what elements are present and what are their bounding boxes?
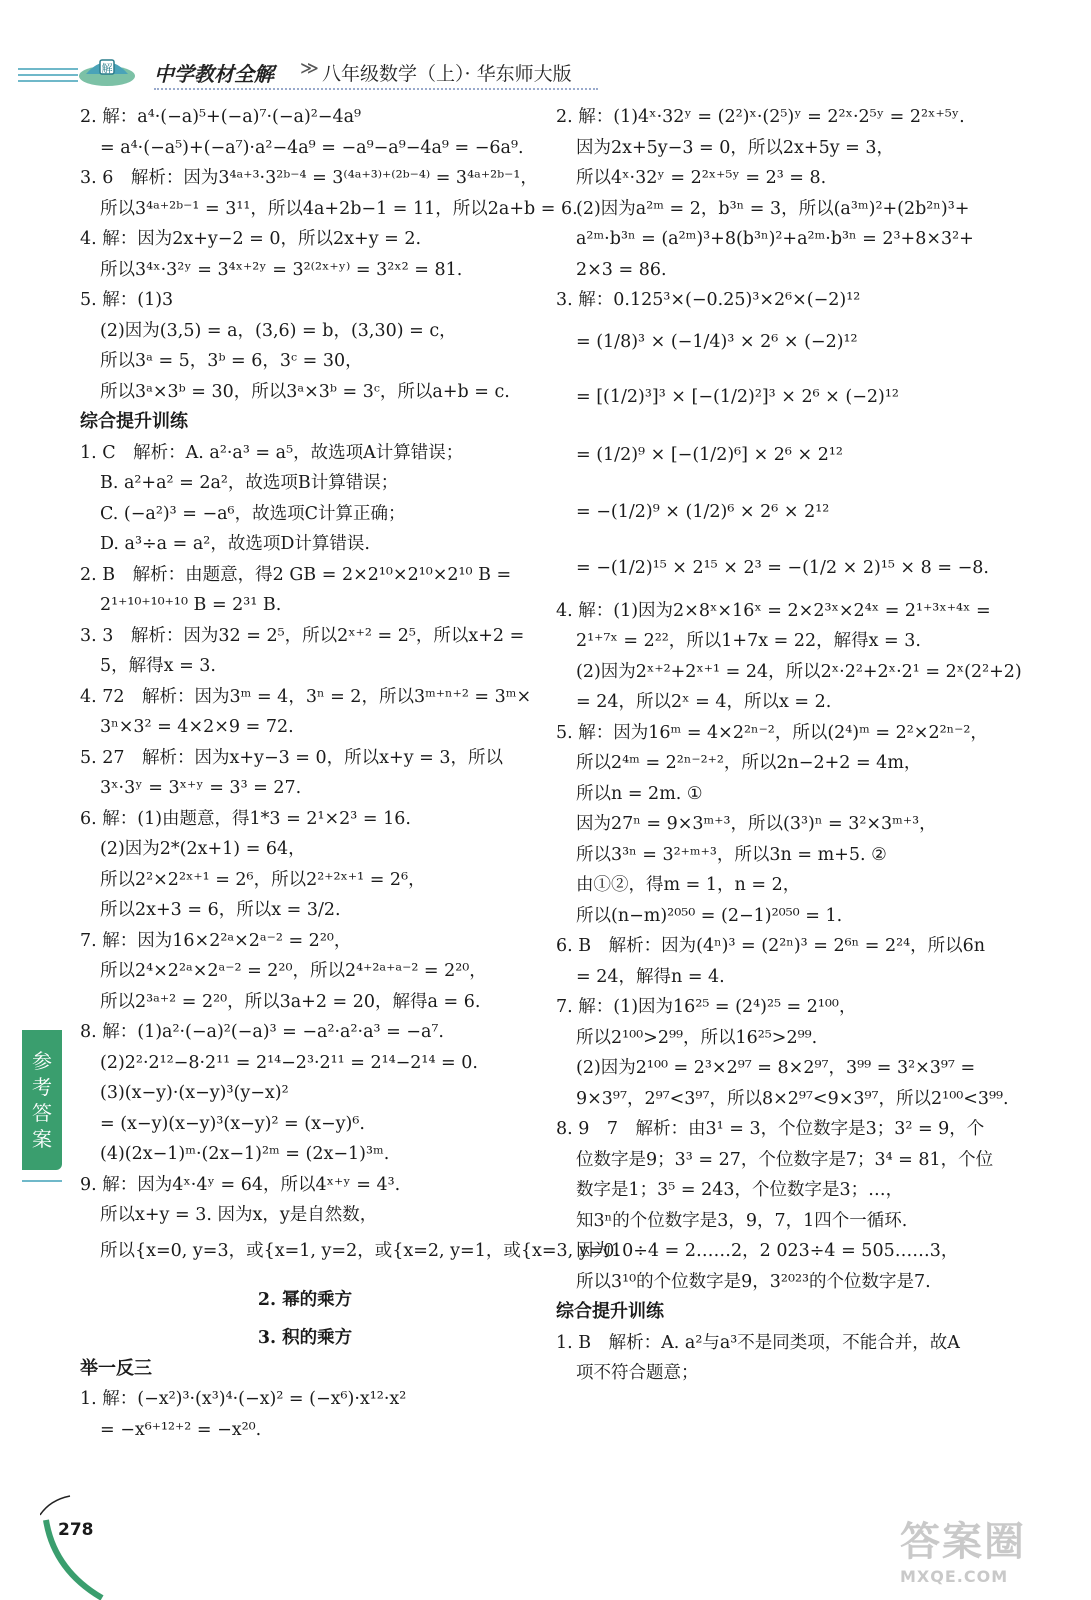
answer-line: 1. C 解析：A. a²·a³ = a⁵，故选项A计算错误； (80, 442, 464, 463)
answer-line: 6. B 解析：因为(4ⁿ)³ = (2²ⁿ)³ = 2⁶ⁿ = 2²⁴，所以6n (556, 936, 986, 956)
answer-line: = a⁴·(−a⁵)+(−a⁷)·a²−4a⁹ = −a⁹−a⁹−4a⁹ = −6a⁹. (100, 137, 524, 158)
answer-line: (2)因为2*(2x+1) = 64， (100, 839, 306, 859)
section-heading: 举一反三 (80, 1357, 152, 1379)
page-corner-decoration (40, 1490, 110, 1600)
side-divider (22, 1180, 62, 1182)
book-title: 中学教材全解 (154, 62, 274, 86)
answer-line: 7. 解：因为16×2²ᵃ×2ᵃ⁻² = 2²⁰， (80, 930, 352, 951)
answer-line: 2. B 解析：由题意，得2 GB = 2×2¹⁰×2¹⁰×2¹⁰ B = (80, 564, 512, 585)
answer-line: 所以3ᵃ×3ᵇ = 30，所以3ᵃ×3ᵇ = 3ᶜ，所以a+b = c. (100, 381, 510, 402)
answer-line: = −(1/2)⁹ × (1/2)⁶ × 2⁶ × 2¹² (576, 501, 830, 522)
answer-line: = [(1/2)³]³ × [−(1/2)²]³ × 2⁶ × (−2)¹² (576, 386, 899, 407)
section-heading: 综合提升训练 (80, 411, 188, 432)
answer-line: (2)因为(3,5) = a，(3,6) = b，(3,30) = c， (100, 320, 457, 341)
answer-line: 3ˣ·3ʸ = 3ˣ⁺ʸ = 3³ = 27. (100, 778, 302, 798)
answer-line: 所以2x+3 = 6，所以x = 3/2. (100, 900, 341, 920)
answer-line: 5. 27 解析：因为x+y−3 = 0，所以x+y = 3，所以 (80, 747, 504, 768)
answer-line: = (x−y)(x−y)³(x−y)² = (x−y)⁶. (100, 1113, 365, 1134)
answer-line: 所以(n−m)²⁰⁵⁰ = (2−1)²⁰⁵⁰ = 1. (576, 905, 843, 926)
subsection-title: 3. 积的乘方 (257, 1328, 353, 1348)
answer-line: 3. 3 解析：因为32 = 2⁵，所以2ˣ⁺² = 2⁵，所以x+2 = (80, 625, 525, 646)
answer-line: (2)因为a²ᵐ = 2，b³ⁿ = 3，所以(a³ᵐ)²+(2b²ⁿ)³+ (576, 198, 970, 219)
answer-line: (2)因为2¹⁰⁰ = 2³×2⁹⁷ = 8×2⁹⁷，3⁹⁹ = 3²×3⁹⁷ = (576, 1058, 976, 1078)
answer-line: = (1/8)³ × (−1/4)³ × 2⁶ × (−2)¹² (576, 331, 858, 352)
answer-line: 4. 72 解析：因为3ᵐ = 4，3ⁿ = 2，所以3ᵐ⁺ⁿ⁺² = 3ᵐ× (80, 686, 532, 707)
answer-line: 所以2³ᵃ⁺² = 2²⁰，所以3a+2 = 20，解得a = 6. (100, 991, 481, 1012)
answer-line: 2. 解：a⁴·(−a)⁵+(−a)⁷·(−a)²−4a⁹ (80, 107, 362, 127)
subsection-title: 2. 幂的乘方 (257, 1289, 353, 1310)
answer-line: 2¹⁺⁷ˣ = 2²²，所以1+7x = 22，解得x = 3. (576, 631, 921, 651)
answer-line: 3ⁿ×3² = 4×2×9 = 72. (100, 717, 294, 737)
page-header (0, 0, 1091, 92)
answer-line: 所以4ˣ·32ʸ = 2²ˣ⁺⁵ʸ = 2³ = 8. (576, 168, 827, 188)
answer-line: 2×3 = 86. (576, 259, 667, 280)
answer-key-side-tab (22, 1030, 62, 1170)
answer-line: 因为2x+5y−3 = 0，所以2x+5y = 3， (576, 137, 895, 158)
answer-line: = 24，所以2ˣ = 4，所以x = 2. (576, 692, 832, 712)
header-divider (154, 88, 598, 90)
answer-line: 1. B 解析：A. a²与a³不是同类项，不能合并，故A (556, 1332, 960, 1353)
answer-line: 数字是1；3⁵ = 243，个位数字是3；…， (576, 1180, 904, 1200)
watermark-url: MXQE.COM (900, 1567, 1009, 1586)
watermark-text: 答案圈 (900, 1519, 1026, 1565)
answer-line: 9. 解：因为4ˣ·4ʸ = 64，所以4ˣ⁺ʸ = 4³. (80, 1174, 401, 1195)
svg-text:解: 解 (101, 62, 113, 75)
answer-line: 所以3³ⁿ = 3²⁺ᵐ⁺³，所以3n = m+5. ② (576, 844, 887, 865)
answer-line: 8. 9 7 解析：由3¹ = 3，个位数字是3；3² = 9，个 (556, 1119, 985, 1139)
answer-line: 因为10÷4 = 2……2，2 023÷4 = 505……3， (576, 1241, 959, 1261)
answer-line: 2¹⁺¹⁰⁺¹⁰⁺¹⁰ B = 2³¹ B. (100, 595, 282, 615)
answer-line: (2)2²·2¹²−8·2¹¹ = 2¹⁴−2³·2¹¹ = 2¹⁴−2¹⁴ = 0. (100, 1052, 478, 1073)
watermark (900, 1510, 1075, 1596)
answer-line: 6. 解：(1)由题意，得1*3 = 2¹×2³ = 16. (80, 808, 411, 829)
answer-line: 所以x+y = 3. 因为x，y是自然数， (100, 1205, 378, 1225)
page-number: 278 (58, 1520, 94, 1540)
answer-line: (2)因为2ˣ⁺²+2ˣ⁺¹ = 24，所以2ˣ·2²+2ˣ·2¹ = 2ˣ(2²+2) (576, 661, 1022, 682)
answer-line: 1. 解：(−x²)³·(x³)⁴·(−x)² = (−x⁶)·x¹²·x² (80, 1389, 407, 1409)
right-column (556, 102, 1026, 1389)
answer-line: 9×3⁹⁷，2⁹⁷<3⁹⁷，所以8×2⁹⁷<9×3⁹⁷，所以2¹⁰⁰<3⁹⁹. (576, 1088, 1009, 1109)
answer-line: a²ᵐ·b³ⁿ = (a²ᵐ)³+8(b³ⁿ)²+a²ᵐ·b³ⁿ = 2³+8×3²+ (576, 229, 974, 249)
answer-line: 因为27ⁿ = 9×3ᵐ⁺³，所以(3³)ⁿ = 3²×3ᵐ⁺³， (576, 814, 937, 834)
answer-line: 所以n = 2m. ① (576, 783, 703, 804)
answer-line: 所以2⁴×2²ᵃ×2ᵃ⁻² = 2²⁰，所以2⁴⁺²ᵃ⁺ᵃ⁻² = 2²⁰， (100, 961, 487, 981)
answer-line: 7. 解：(1)因为16²⁵ = (2⁴)²⁵ = 2¹⁰⁰， (556, 997, 857, 1017)
answer-line: = −x⁶⁺¹²⁺² = −x²⁰. (100, 1419, 262, 1440)
answer-line: 所以2¹⁰⁰>2⁹⁹，所以16²⁵>2⁹⁹. (576, 1027, 818, 1048)
answer-line: = (1/2)⁹ × [−(1/2)⁶] × 2⁶ × 2¹² (576, 444, 843, 465)
answer-line: 所以2²×2²ˣ⁺¹ = 2⁶，所以2²⁺²ˣ⁺¹ = 2⁶， (100, 869, 426, 890)
header-separator: ≫ (300, 58, 319, 79)
answer-line: 所以3ᵃ = 5，3ᵇ = 6，3ᶜ = 30， (100, 351, 363, 371)
answer-line: 8. 解：(1)a²·(−a)²(−a)³ = −a²·a²·a³ = −a⁷. (80, 1022, 444, 1042)
answer-line: C. (−a²)³ = −a⁶，故选项C计算正确； (100, 503, 406, 524)
answer-line: 4. 解：因为2x+y−2 = 0，所以2x+y = 2. (80, 229, 422, 249)
book-logo-icon (76, 46, 138, 88)
answer-line: 5. 解：因为16ᵐ = 4×2²ⁿ⁻²，所以(2⁴)ᵐ = 2²×2²ⁿ⁻²， (556, 722, 988, 743)
answer-line: (4)(2x−1)ᵐ·(2x−1)²ᵐ = (2x−1)³ᵐ. (100, 1144, 390, 1164)
answer-line: 项不符合题意； (576, 1363, 699, 1383)
answer-line: 3. 6 解析：因为3⁴ᵃ⁺³·3²ᵇ⁻⁴ = 3⁽⁴ᵃ⁺³⁾⁺⁽²ᵇ⁻⁴⁾ = 3⁴ᵃ⁺²ᵇ⁻¹， (80, 168, 538, 188)
answer-line: 知3ⁿ的个位数字是3，9，7，1四个一循环. (576, 1210, 908, 1231)
answer-line: 3. 解：0.125³×(−0.25)³×2⁶×(−2)¹² (556, 290, 861, 310)
answer-line: (3)(x−y)·(x−y)³(y−x)² (100, 1083, 289, 1103)
answer-line: D. a³÷a = a²，故选项D计算错误. (100, 534, 370, 554)
header-decoration-lines (18, 68, 78, 84)
answer-line: 所以3⁴ˣ·3²ʸ = 3⁴ˣ⁺²ʸ = 3²⁽²ˣ⁺ʸ⁾ = 3²ˣ² = 81. (100, 259, 463, 280)
answer-line: = −(1/2)¹⁵ × 2¹⁵ × 2³ = −(1/2 × 2)¹⁵ × 8 = −8. (576, 557, 989, 578)
answer-line: B. a²+a² = 2a²，故选项B计算错误； (100, 473, 399, 493)
answer-line: = 24，解得n = 4. (576, 966, 725, 987)
answer-line: 所以{x=0, y=3，或{x=1, y=2，或{x=2, y=1，或{x=3, y=0. (100, 1240, 621, 1261)
answer-line: 所以3⁴ᵃ⁺²ᵇ⁻¹ = 3¹¹，所以4a+2b−1 = 11，所以2a+b = 6. (100, 198, 578, 219)
answer-line: 所以3¹⁰的个位数字是9，3²⁰²³的个位数字是7. (576, 1271, 931, 1292)
answer-line: 所以2⁴ᵐ = 2²ⁿ⁻²⁺²，所以2n−2+2 = 4m， (576, 753, 922, 773)
side-tab-label: 参考答案 (32, 1049, 52, 1151)
answer-line: 由①②，得m = 1，n = 2， (576, 875, 801, 895)
answer-line: 5. 解：(1)3 (80, 290, 174, 310)
answer-line: 4. 解：(1)因为2×8ˣ×16ˣ = 2×2³ˣ×2⁴ˣ = 2¹⁺³ˣ⁺⁴ˣ = (556, 600, 991, 621)
book-subtitle: 八年级数学（上）· 华东师大版 (322, 63, 572, 85)
section-heading: 综合提升训练 (556, 1301, 664, 1322)
left-column (80, 102, 621, 1445)
answer-line: 5，解得x = 3. (100, 656, 216, 676)
answer-line: 2. 解：(1)4ˣ·32ʸ = (2²)ˣ·(2⁵)ʸ = 2²ˣ·2⁵ʸ = 2²ˣ⁺⁵ʸ. (556, 107, 965, 127)
answer-line: 位数字是9；3³ = 27，个位数字是7；3⁴ = 81，个位 (576, 1149, 994, 1170)
